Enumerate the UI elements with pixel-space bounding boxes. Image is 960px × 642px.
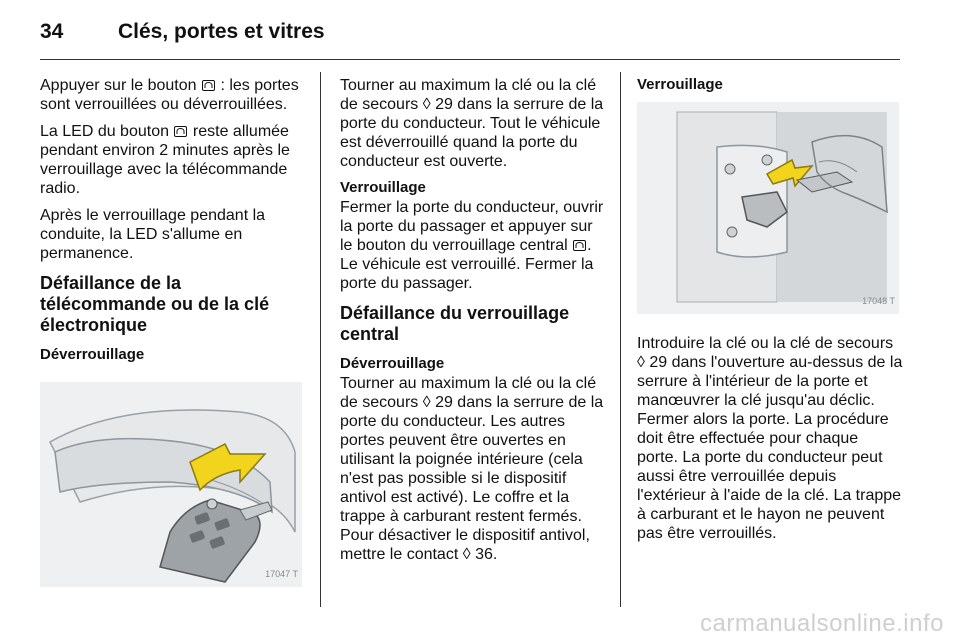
figure-code: 17047 T xyxy=(265,569,298,579)
column-1 xyxy=(40,76,306,587)
key-fob-illustration xyxy=(40,382,302,587)
column-divider xyxy=(320,72,321,607)
door-lock-illustration xyxy=(637,102,899,314)
watermark: carmanualsonline.info xyxy=(700,610,944,637)
paragraph: Après le verrouillage pendant la conduite, la LED s'allume en permanence. xyxy=(40,207,266,262)
paragraph: Appuyer sur le bouton : les portes sont verrouillées ou déverrouillées. xyxy=(40,77,299,113)
subsection-heading: Déverrouillage xyxy=(40,346,145,363)
paragraph: La LED du bouton reste allumée pendant environ 2 minutes après le verrouillage avec la télécommande radio. xyxy=(40,123,290,197)
column-3 xyxy=(637,76,903,551)
page-number: 34 xyxy=(40,20,64,43)
section-heading: Défaillance de la télécommande ou de la clé électronique xyxy=(40,273,270,335)
central-lock-icon xyxy=(573,240,586,251)
figure-code: 17048 T xyxy=(862,296,895,306)
page-header xyxy=(40,14,900,54)
column-divider xyxy=(620,72,621,607)
paragraph: Introduire la clé ou la clé de secours ◊ 29 dans l'ouverture au-dessus de la serrure à l'intérieur de la porte et manœuvrer la clé jusqu'au déclic. Fermer alors la porte. La procédure doit être effectuée pour chaque porte. La porte du conducteur peut aussi être verrouillée depuis l'extérieur à l'aide de la clé. La trappe à carburant et le hayon ne peuvent pas être verrouillés. xyxy=(637,335,903,542)
subsection-heading: Déverrouillage xyxy=(340,355,445,372)
chapter-title: Clés, portes et vitres xyxy=(118,20,325,43)
section-heading: Défaillance du verrouillage central xyxy=(340,303,570,344)
key-fob-door-handle-figure xyxy=(40,382,302,587)
header-rule xyxy=(40,59,900,60)
paragraph: Fermer la porte du conducteur, ouvrir la porte du passager et appuyer sur le bouton du verrouillage central . Le véhicule est verrouillé. Fermer la porte du passager. xyxy=(340,199,604,292)
column-2 xyxy=(340,76,606,572)
paragraph: Tourner au maximum la clé ou la clé de secours ◊ 29 dans la serrure de la porte du conducteur. Les autres portes peuvent être ouvertes en utilisant la poignée intérieure (cela n'est pas possible si le dispositif antivol est activé). Le coffre et la trappe à carburant restent fermés. Pour désactiver le dispositif antivol, mettre le contact ◊ 36. xyxy=(340,375,604,563)
paragraph: Tourner au maximum la clé ou la clé de secours ◊ 29 dans la serrure de la porte du conducteur. Tout le véhicule est déverrouillé quand la porte du conducteur est ouverte. xyxy=(340,77,604,170)
central-lock-icon xyxy=(174,126,187,137)
central-lock-icon xyxy=(202,80,215,91)
subsection-heading: Verrouillage xyxy=(340,179,426,196)
door-lock-figure xyxy=(637,102,899,314)
subsection-heading: Verrouillage xyxy=(637,76,723,93)
